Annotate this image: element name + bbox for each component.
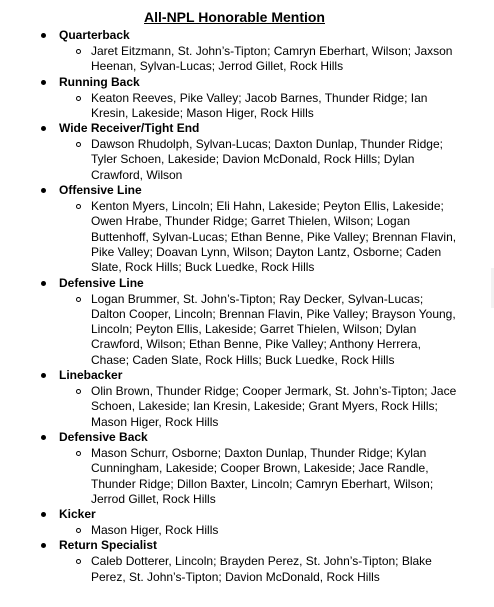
section-heading: Wide Receiver/Tight End bbox=[59, 121, 200, 136]
player-line: Crawford, Wilson bbox=[91, 167, 183, 182]
player-line: Heenan, Sylvan-Lucas; Jerrod Gillet, Rock Hills bbox=[91, 59, 344, 74]
section-heading: Quarterback bbox=[59, 28, 130, 42]
player-list bbox=[0, 554, 494, 585]
hollow-bullet-icon bbox=[76, 389, 81, 394]
player-line: Owen Hrabe, Thunder Ridge; Garret Thielen, Wilson; Logan bbox=[91, 214, 411, 229]
player-line: Schoen, Lakeside; Ian Kresin, Lakeside; Grant Myers, Rock Hills; bbox=[91, 399, 438, 414]
section-kicker bbox=[0, 507, 494, 538]
document-title: All-NPL Honorable Mention bbox=[144, 9, 325, 25]
section-heading: Return Specialist bbox=[59, 538, 158, 553]
hollow-bullet-icon bbox=[76, 96, 81, 101]
section-heading: Defensive Back bbox=[59, 429, 148, 444]
player-line: Cunningham, Lakeside; Cooper Brown, Lakeside; Jace Randle, bbox=[91, 461, 429, 476]
player-line: Olin Brown, Thunder Ridge; Cooper Jermark, St. John’s-Tipton; Jace bbox=[91, 384, 457, 399]
player-line: Thunder Ridge; Dillon Baxter, Lincoln; Camryn Eberhart, Wilson; bbox=[91, 476, 434, 491]
player-line: Slate, Rock Hills; Buck Luedke, Rock Hills bbox=[91, 260, 315, 275]
player-line: Logan Brummer, St. John’s-Tipton; Ray Decker, Sylvan-Lucas; bbox=[91, 291, 424, 306]
player-list bbox=[0, 446, 494, 507]
hollow-bullet-icon bbox=[76, 528, 81, 533]
player-line: Dawson Rhudolph, Sylvan-Lucas; Daxton Dunlap, Thunder Ridge; bbox=[91, 137, 443, 152]
section-heading: Defensive Line bbox=[59, 275, 144, 290]
player-line: Mason Higer, Rock Hills bbox=[91, 414, 219, 429]
section-heading: Linebacker bbox=[59, 368, 123, 383]
section-defensive-line bbox=[0, 276, 494, 368]
player-line: Jaret Eitzmann, St. John’s-Tipton; Camryn Eberhart, Wilson; Jaxson bbox=[91, 44, 453, 58]
hollow-bullet-icon bbox=[76, 297, 81, 302]
player-line: Perez, St. John’s-Tipton; Davion McDonald, Rock Hills bbox=[91, 569, 380, 584]
player-list bbox=[0, 91, 494, 122]
section-heading: Kicker bbox=[59, 507, 96, 522]
player-list bbox=[0, 384, 494, 430]
section-heading: Offensive Line bbox=[59, 183, 142, 198]
position-list bbox=[0, 28, 494, 585]
section-offensive-line bbox=[0, 183, 494, 275]
player-line: Crawford, Wilson; Ethan Benne, Pike Valley; Anthony Herrera, bbox=[91, 337, 421, 352]
player-line: Kenton Myers, Lincoln; Eli Hahn, Lakeside; Peyton Ellis, Lakeside; bbox=[91, 199, 444, 214]
player-line: Pike Valley; Doavan Lynn, Wilson; Dayton Lantz, Osborne; Caden bbox=[91, 244, 442, 259]
player-line: Caleb Dotterer, Lincoln; Brayden Perez, St. John’s-Tipton; Blake bbox=[91, 554, 432, 569]
player-line: Jerrod Gillet, Rock Hills bbox=[91, 491, 216, 506]
section-heading: Running Back bbox=[59, 74, 140, 89]
hollow-bullet-icon bbox=[76, 451, 81, 456]
section-wide-receiver-tight-end bbox=[0, 121, 494, 183]
player-list bbox=[0, 523, 494, 538]
hollow-bullet-icon bbox=[76, 204, 81, 209]
section-defensive-back bbox=[0, 430, 494, 507]
bullet-icon bbox=[41, 281, 46, 286]
player-list bbox=[0, 199, 494, 275]
hollow-bullet-icon bbox=[76, 49, 81, 54]
player-line: Tyler Schoen, Lakeside; Davion McDonald, Rock Hills; Dylan bbox=[91, 152, 415, 167]
player-list bbox=[0, 292, 494, 368]
section-quarterback bbox=[0, 28, 494, 75]
player-list bbox=[0, 137, 494, 183]
player-line: Kresin, Lakeside; Mason Higer, Rock Hills bbox=[91, 105, 314, 120]
player-line: Mason Higer, Rock Hills bbox=[91, 523, 219, 538]
player-line: Keaton Reeves, Pike Valley; Jacob Barnes, Thunder Ridge; Ian bbox=[91, 90, 428, 105]
player-list bbox=[0, 44, 494, 75]
section-running-back bbox=[0, 75, 494, 122]
bullet-icon bbox=[41, 435, 46, 440]
bullet-icon bbox=[41, 80, 46, 85]
player-line: Lincoln; Peyton Ellis, Lakeside; Garret Thielen, Wilson; Dylan bbox=[91, 322, 417, 337]
player-line: Buttenhoff, Sylvan-Lucas; Ethan Benne, Pike Valley; Brennan Flavin, bbox=[91, 229, 457, 244]
hollow-bullet-icon bbox=[76, 559, 81, 564]
section-return-specialist bbox=[0, 538, 494, 585]
section-linebacker bbox=[0, 368, 494, 430]
bullet-icon bbox=[41, 33, 46, 38]
hollow-bullet-icon bbox=[76, 142, 81, 147]
player-line: Dalton Cooper, Lincoln; Brennan Flavin, Pike Valley; Brayson Young, bbox=[91, 306, 456, 321]
player-line: Chase; Caden Slate, Rock Hills; Buck Luedke, Rock Hills bbox=[91, 352, 395, 367]
player-line: Mason Schurr, Osborne; Daxton Dunlap, Thunder Ridge; Kylan bbox=[91, 445, 427, 460]
